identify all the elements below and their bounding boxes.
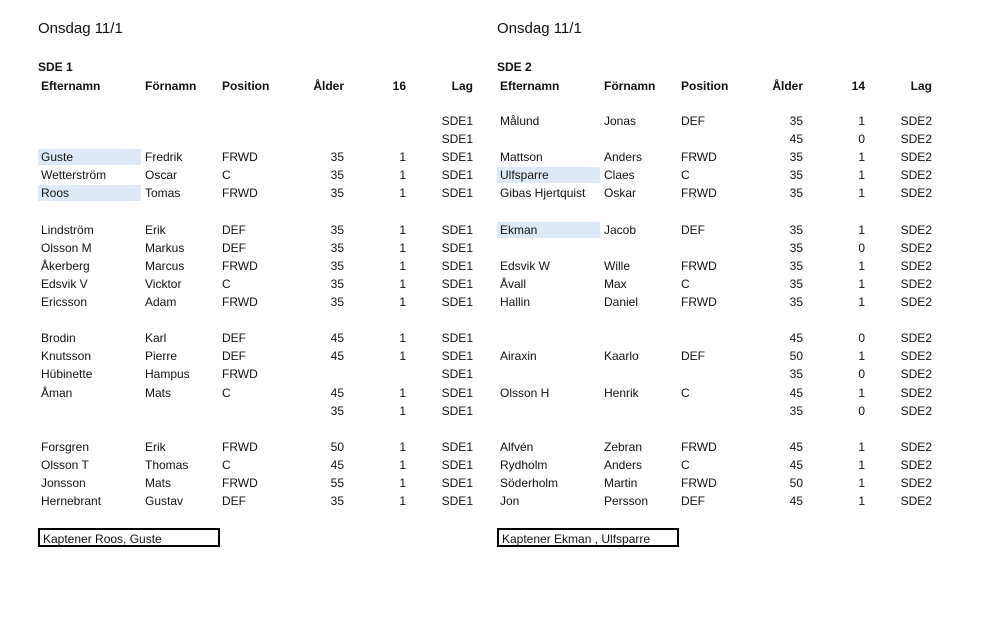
cell-position: FRWD — [222, 258, 258, 273]
cell-team: SDE1 — [441, 403, 473, 418]
cell-count: 0 — [858, 132, 865, 147]
cell-count: 1 — [858, 349, 865, 364]
table-row — [38, 149, 478, 165]
table-row — [38, 276, 478, 292]
cell-first-name: Erik — [145, 222, 166, 237]
cell-position: C — [681, 168, 690, 183]
cell-last-name: Söderholm — [500, 476, 559, 490]
cell-age: 35 — [330, 494, 344, 509]
header-position: Position — [222, 79, 270, 93]
cell-count: 1 — [399, 439, 406, 454]
cell-first-name: Persson — [604, 494, 649, 509]
cell-team: SDE1 — [441, 295, 473, 309]
cell-count: 1 — [399, 403, 406, 418]
cell-last-name: Olsson M — [41, 240, 92, 255]
cell-count: 1 — [858, 168, 865, 183]
table-row — [38, 167, 478, 183]
cell-team: SDE1 — [441, 150, 473, 165]
cell-position: DEF — [681, 114, 705, 128]
cell-team: SDE2 — [900, 494, 932, 509]
header-position: Position — [681, 79, 729, 93]
cell-age: 35 — [789, 222, 803, 237]
cell-count: 1 — [399, 385, 406, 400]
cell-age: 45 — [330, 349, 344, 364]
cell-team: SDE2 — [900, 367, 932, 382]
cell-count: 1 — [399, 240, 406, 255]
cell-age: 35 — [789, 240, 803, 255]
cell-team: SDE1 — [441, 349, 473, 364]
cell-count: 1 — [399, 331, 406, 346]
cell-first-name: Karl — [145, 331, 167, 346]
cell-first-name: Tomas — [145, 186, 181, 201]
cell-position: C — [681, 457, 690, 472]
cell-last-name: Edsvik W — [500, 258, 551, 273]
header-fornamn: Förnamn — [145, 79, 197, 93]
cell-team: SDE2 — [900, 186, 932, 201]
cell-last-name: Roos — [38, 185, 141, 201]
cell-age: 35 — [330, 258, 344, 273]
cell-count: 1 — [858, 494, 865, 509]
cell-first-name: Marcus — [145, 258, 185, 273]
header-lag: Lag — [451, 79, 473, 93]
cell-count: 1 — [858, 476, 865, 490]
cell-age: 35 — [789, 295, 803, 309]
cell-first-name: Gustav — [145, 494, 184, 509]
table-row — [497, 185, 937, 201]
table-row — [497, 294, 937, 310]
cell-team: SDE2 — [900, 331, 932, 346]
cell-age: 45 — [789, 494, 803, 509]
cell-first-name: Henrik — [604, 385, 639, 400]
cell-last-name: Jonsson — [41, 476, 86, 490]
cell-first-name: Oscar — [145, 168, 178, 183]
cell-count: 1 — [858, 258, 865, 273]
cell-count: 0 — [858, 331, 865, 346]
cell-position: DEF — [222, 494, 246, 509]
cell-position: FRWD — [681, 476, 717, 490]
cell-team: SDE1 — [441, 385, 473, 400]
table-row — [497, 439, 937, 455]
cell-position: C — [222, 168, 231, 183]
table-row — [38, 348, 478, 364]
team-label-sde2: SDE 2 — [497, 60, 532, 74]
cell-last-name: Alfvén — [500, 439, 534, 454]
cell-team: SDE1 — [441, 276, 473, 291]
cell-team: SDE1 — [441, 168, 473, 183]
cell-count: 0 — [858, 240, 865, 255]
table-row — [497, 385, 937, 401]
cell-first-name: Fredrik — [145, 150, 183, 165]
table-header-sde2 — [497, 78, 937, 94]
cell-age: 35 — [789, 367, 803, 382]
cell-count: 1 — [858, 439, 865, 454]
cell-team: SDE2 — [900, 476, 932, 490]
table-row — [497, 113, 937, 129]
cell-age: 35 — [330, 168, 344, 183]
cell-age: 35 — [330, 295, 344, 309]
table-row — [497, 348, 937, 364]
cell-count: 1 — [858, 186, 865, 201]
table-row — [38, 366, 478, 382]
cell-position: FRWD — [222, 295, 258, 309]
cell-first-name: Wille — [604, 258, 630, 273]
table-row — [497, 131, 937, 147]
cell-first-name: Max — [604, 276, 627, 291]
cell-age: 50 — [789, 349, 803, 364]
cell-count: 1 — [399, 258, 406, 273]
cell-age: 35 — [789, 114, 803, 128]
header-efternamn: Efternamn — [41, 79, 101, 93]
cell-last-name: Lindström — [41, 222, 94, 237]
cell-first-name: Anders — [604, 150, 643, 165]
cell-position: FRWD — [222, 476, 258, 490]
cell-count: 1 — [858, 295, 865, 309]
cell-position: DEF — [222, 240, 246, 255]
cell-count: 1 — [399, 494, 406, 509]
cell-position: C — [222, 276, 231, 291]
cell-first-name: Mats — [145, 385, 172, 400]
cell-first-name: Jacob — [604, 222, 637, 237]
cell-position: DEF — [222, 222, 246, 237]
cell-age: 35 — [789, 168, 803, 183]
cell-first-name: Pierre — [145, 349, 178, 364]
cell-last-name: Knutsson — [41, 349, 92, 364]
cell-position: C — [222, 385, 231, 400]
cell-age: 35 — [330, 276, 344, 291]
cell-team: SDE2 — [900, 439, 932, 454]
cell-age: 35 — [789, 276, 803, 291]
table-row — [497, 330, 937, 346]
page-title-right: Onsdag 11/1 — [497, 20, 582, 37]
table-row — [38, 240, 478, 256]
header-count: 16 — [392, 79, 406, 93]
table-row — [497, 366, 937, 382]
table-row — [38, 403, 478, 419]
team-label-sde1: SDE 1 — [38, 60, 73, 74]
cell-position: FRWD — [222, 150, 258, 165]
cell-team: SDE2 — [900, 385, 932, 400]
cell-age: 35 — [330, 222, 344, 237]
cell-last-name: Hübinette — [41, 367, 93, 382]
cell-count: 1 — [399, 457, 406, 472]
cell-last-name: Gibas Hjertquist — [500, 186, 586, 201]
cell-first-name: Vicktor — [145, 276, 182, 291]
cell-last-name: Rydholm — [500, 457, 548, 472]
cell-team: SDE2 — [900, 457, 932, 472]
cell-age: 50 — [330, 439, 344, 454]
cell-first-name: Martin — [604, 476, 638, 490]
cell-first-name: Erik — [145, 439, 166, 454]
cell-last-name: Brodin — [41, 331, 76, 346]
table-row — [497, 475, 937, 491]
cell-team: SDE2 — [900, 168, 932, 183]
cell-team: SDE2 — [900, 258, 932, 273]
cell-count: 0 — [858, 367, 865, 382]
table-row — [497, 222, 937, 238]
cell-position: DEF — [681, 222, 705, 237]
cell-age: 55 — [330, 476, 344, 490]
cell-age: 35 — [330, 240, 344, 255]
cell-last-name: Hallin — [500, 295, 531, 309]
cell-count: 1 — [858, 150, 865, 165]
cell-team: SDE2 — [900, 295, 932, 309]
cell-count: 1 — [399, 150, 406, 165]
cell-first-name: Thomas — [145, 457, 189, 472]
captain-box-sde2: Kaptener Ekman , Ulfsparre — [497, 528, 679, 547]
cell-first-name: Oskar — [604, 186, 637, 201]
cell-last-name: Åkerberg — [41, 258, 90, 273]
captain-box-sde1: Kaptener Roos, Guste — [38, 528, 220, 547]
table-row — [497, 276, 937, 292]
cell-first-name: Anders — [604, 457, 643, 472]
table-row — [38, 439, 478, 455]
cell-team: SDE1 — [441, 439, 473, 454]
cell-first-name: Markus — [145, 240, 185, 255]
cell-position: C — [681, 276, 690, 291]
header-alder: Ålder — [772, 79, 803, 93]
cell-first-name: Claes — [604, 168, 635, 183]
cell-age: 45 — [330, 457, 344, 472]
cell-team: SDE1 — [441, 457, 473, 472]
cell-last-name: Edsvik V — [41, 276, 88, 291]
cell-count: 1 — [399, 168, 406, 183]
page-title-left: Onsdag 11/1 — [38, 20, 123, 37]
cell-team: SDE2 — [900, 349, 932, 364]
cell-team: SDE1 — [441, 476, 473, 490]
cell-count: 1 — [399, 186, 406, 201]
cell-position: C — [222, 457, 231, 472]
cell-last-name: Mattson — [500, 150, 543, 165]
cell-last-name: Åman — [41, 385, 73, 400]
header-efternamn: Efternamn — [500, 79, 560, 93]
cell-team: SDE1 — [441, 222, 473, 237]
cell-last-name: Forsgren — [41, 439, 90, 454]
cell-team: SDE2 — [900, 222, 932, 237]
cell-position: FRWD — [681, 295, 717, 309]
cell-last-name: Ulfsparre — [497, 167, 600, 183]
cell-last-name: Hernebrant — [41, 494, 102, 509]
cell-first-name: Zebran — [604, 439, 643, 454]
cell-team: SDE2 — [900, 276, 932, 291]
cell-team: SDE2 — [900, 240, 932, 255]
cell-count: 1 — [399, 476, 406, 490]
cell-last-name: Olsson H — [500, 385, 550, 400]
table-row — [38, 222, 478, 238]
cell-team: SDE1 — [441, 186, 473, 201]
cell-position: FRWD — [681, 258, 717, 273]
cell-position: C — [681, 385, 690, 400]
table-row — [38, 385, 478, 401]
cell-age: 35 — [789, 403, 803, 418]
table-row — [38, 493, 478, 509]
cell-last-name: Målund — [500, 114, 540, 128]
cell-position: DEF — [681, 349, 705, 364]
cell-age: 50 — [789, 476, 803, 490]
cell-team: SDE2 — [900, 403, 932, 418]
cell-count: 1 — [858, 385, 865, 400]
cell-count: 1 — [858, 114, 865, 128]
table-row — [497, 167, 937, 183]
cell-age: 35 — [330, 186, 344, 201]
table-row — [38, 330, 478, 346]
table-row — [497, 403, 937, 419]
cell-position: DEF — [222, 331, 246, 346]
cell-count: 1 — [399, 349, 406, 364]
cell-age: 35 — [330, 150, 344, 165]
cell-position: DEF — [681, 494, 705, 509]
header-alder: Ålder — [313, 79, 344, 93]
cell-team: SDE1 — [441, 114, 473, 128]
cell-position: FRWD — [681, 439, 717, 454]
cell-position: FRWD — [681, 150, 717, 165]
table-row — [497, 258, 937, 274]
cell-age: 45 — [789, 331, 803, 346]
cell-team: SDE2 — [900, 150, 932, 165]
table-row — [497, 457, 937, 473]
cell-team: SDE1 — [441, 367, 473, 382]
cell-last-name: Olsson T — [41, 457, 89, 472]
cell-team: SDE1 — [441, 494, 473, 509]
table-row — [497, 240, 937, 256]
cell-count: 1 — [858, 222, 865, 237]
cell-count: 1 — [399, 222, 406, 237]
cell-age: 45 — [789, 132, 803, 147]
cell-position: FRWD — [222, 186, 258, 201]
cell-first-name: Jonas — [604, 114, 637, 128]
cell-count: 1 — [858, 276, 865, 291]
table-header-sde1 — [38, 78, 478, 94]
cell-age: 35 — [789, 186, 803, 201]
cell-first-name: Daniel — [604, 295, 639, 309]
cell-last-name: Guste — [38, 149, 141, 165]
cell-last-name: Jon — [500, 494, 520, 509]
cell-team: SDE2 — [900, 132, 932, 147]
table-row — [38, 457, 478, 473]
table-row — [497, 493, 937, 509]
cell-team: SDE1 — [441, 240, 473, 255]
cell-first-name: Adam — [145, 295, 177, 309]
header-lag: Lag — [910, 79, 932, 93]
cell-count: 0 — [858, 403, 865, 418]
cell-age: 35 — [789, 258, 803, 273]
table-row — [38, 185, 478, 201]
cell-count: 1 — [858, 457, 865, 472]
cell-position: DEF — [222, 349, 246, 364]
cell-age: 35 — [789, 150, 803, 165]
cell-first-name: Kaarlo — [604, 349, 639, 364]
cell-age: 45 — [330, 331, 344, 346]
cell-last-name: Ekman — [497, 222, 600, 238]
table-row — [38, 131, 478, 147]
cell-last-name: Åvall — [500, 276, 527, 291]
cell-team: SDE2 — [900, 114, 932, 128]
cell-position: FRWD — [222, 367, 258, 382]
cell-position: FRWD — [222, 439, 258, 454]
table-row — [497, 149, 937, 165]
cell-age: 45 — [789, 385, 803, 400]
table-row — [38, 475, 478, 491]
cell-age: 45 — [330, 385, 344, 400]
table-row — [38, 258, 478, 274]
cell-count: 1 — [399, 295, 406, 309]
cell-first-name: Hampus — [145, 367, 190, 382]
cell-first-name: Mats — [145, 476, 172, 490]
cell-age: 45 — [789, 439, 803, 454]
cell-age: 35 — [330, 403, 344, 418]
cell-last-name: Airaxin — [500, 349, 537, 364]
cell-last-name: Wetterström — [41, 168, 107, 183]
cell-team: SDE1 — [441, 132, 473, 147]
cell-age: 45 — [789, 457, 803, 472]
table-row — [38, 294, 478, 310]
cell-last-name: Ericsson — [41, 295, 88, 309]
header-fornamn: Förnamn — [604, 79, 656, 93]
header-count: 14 — [851, 79, 865, 93]
cell-team: SDE1 — [441, 258, 473, 273]
cell-position: FRWD — [681, 186, 717, 201]
cell-team: SDE1 — [441, 331, 473, 346]
cell-count: 1 — [399, 276, 406, 291]
table-row — [38, 113, 478, 129]
